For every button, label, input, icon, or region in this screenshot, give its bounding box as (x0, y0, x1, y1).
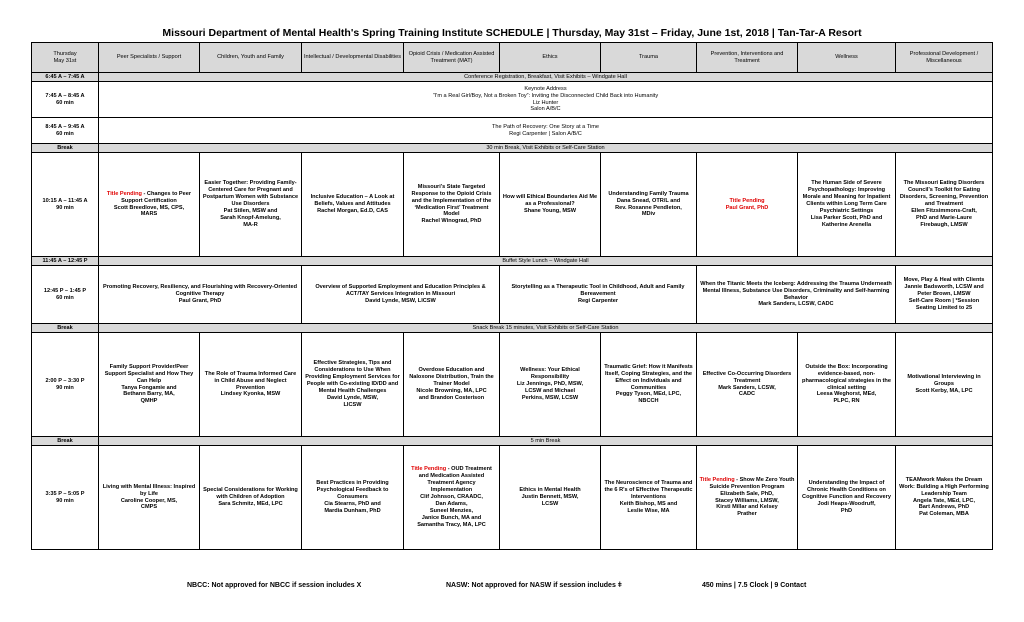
session-cell: Traumatic Grief: How it Manifests Itself, Coping Strategies, and the Effect on Individuals and Communities Peggy Tyson, MEd, LPC, NBCCH (601, 333, 697, 437)
session-cell: Missouri's State Targeted Response to the Opioid Crisis and the Implementation of the ‘Medication First’ Treatment Model Rachel Winograd, PhD (404, 153, 500, 257)
header-track: Peer Specialists / Support (99, 43, 200, 73)
time-cell: 7:45 A – 8:45 A 60 min (32, 82, 99, 118)
session-cell: Move, Play & Heal with Clients Jannie Badsworth, LCSW and Peter Brown, LMSW Self-Care Room | *Session Seating Limited to 25 (896, 266, 993, 324)
session-row (32, 153, 993, 257)
nbcc-note: NBCC: Not approved for NBCC if session includes X (187, 582, 362, 589)
session-cell: Easier Together: Providing Family-Centered Care for Pregnant and Postpartum Women with Substance Use Disorders Pat Stilen, MSW and Sarah Knopf-Amelung, MA-R (200, 153, 302, 257)
title-pending-label: Title Pending (411, 466, 447, 473)
session-cell: The Missouri Eating Disorders Council's Toolkit for Eating Disorders, Screening, Prevention and Treatment Ellen Fitzsimmons-Craft, PhD and Marie-Laure Firebaugh, LMSW (896, 153, 993, 257)
session-cell: TEAMwork Makes the Dream Work: Building a High Performing Leadership Team Angela Tate, MEd, LPC, Bart Andrews, PhD Pat Coleman, MBA (896, 446, 993, 550)
header-day: Thursday May 31st (32, 43, 99, 73)
break-label: Break (32, 144, 99, 153)
header-track: Children, Youth and Family (200, 43, 302, 73)
break-label: Break (32, 437, 99, 446)
session-cell: The Human Side of Severe Psychopathology: Improving Morale and Meaning for Inpatient Clients within Long Term Care Psychiatric Settings Lisa Parker Scott, PhD and Katherine Arenella (798, 153, 896, 257)
session-cell: Best Practices in Providing Psychological Feedback to Consumers Cia Stearns, PhD and Mardia Dunham, PhD (302, 446, 404, 550)
header-track: Ethics (500, 43, 601, 73)
schedule-table (31, 42, 993, 550)
time-cell: 10:15 A – 11:45 A 90 min (32, 153, 99, 257)
header-track: Wellness (798, 43, 896, 73)
registration-text: Conference Registration, Breakfast, Visit Exhibits – Windgate Hall (99, 73, 993, 82)
header-row (32, 43, 993, 73)
session-cell: Promoting Recovery, Resiliency, and Flourishing with Recovery-Oriented Cognitive Therapy Paul Grant, PhD (99, 266, 302, 324)
session-cell: Understanding the Impact of Chronic Health Conditions on Cognitive Function and Recovery Jodi Heaps-Woodruff, PhD (798, 446, 896, 550)
session-cell: Understanding Family Trauma Dana Snead, OTR/L and Rev. Roxanne Pendleton, MDiv (601, 153, 697, 257)
nasw-note: NASW: Not approved for NASW if session includes ǂ (446, 582, 622, 589)
session-cell: Overview of Supported Employment and Education Principles & ACT/TAY Services Integration in Missouri David Lynde, MSW, LICSW (302, 266, 500, 324)
lunch-row (32, 257, 993, 266)
header-track: Intellectual / Developmental Disabilities (302, 43, 404, 73)
keynote-row (32, 82, 993, 118)
header-track: Prevention, Interventions and Treatment (697, 43, 798, 73)
session-cell: Effective Strategies, Tips and Considerations to Use When Providing Employment Services for People with Co-existing ID/DD and Mental Health Challenges David Lynde, MSW, LICSW (302, 333, 404, 437)
session-cell: Outside the Box: Incorporating evidence-based, non-pharmacological strategies in the clinical setting Leesa Weghorst, MEd, PLPC, RN (798, 333, 896, 437)
session-cell: Effective Co-Occurring Disorders Treatment Mark Sanders, LCSW, CADC (697, 333, 798, 437)
break-row (32, 144, 993, 153)
plenary-row (32, 118, 993, 144)
registration-row (32, 73, 993, 82)
session-row (32, 333, 993, 437)
session-cell: Title Pending Paul Grant, PhD (697, 153, 798, 257)
session-cell: Overdose Education and Naloxone Distribution, Train the Trainer Model Nicole Browning, MA, LPC and Brandon Costerison (404, 333, 500, 437)
time-cell: 2:00 P – 3:30 P 90 min (32, 333, 99, 437)
session-cell: Wellness: Your Ethical Responsibility Liz Jennings, PhD, MSW, LCSW and Michael Perkins, MSW, LCSW (500, 333, 601, 437)
title-pending-label: Title Pending (699, 476, 735, 483)
session-cell: Special Considerations for Working with Children of Adoption Sara Schmitz, MEd, LPC (200, 446, 302, 550)
header-track: Trauma (601, 43, 697, 73)
session-row (32, 266, 993, 324)
break-text: 5 min Break (99, 437, 993, 446)
break-text: 30 min Break, Visit Exhibits or Self-Care Station (99, 144, 993, 153)
session-cell: Title Pending - Changes to Peer Support Certification Scott Breedlove, MS, CPS, MARS (99, 153, 200, 257)
header-track: Opioid Crisis / Medication Assisted Treatment (MAT) (404, 43, 500, 73)
session-cell: The Neuroscience of Trauma and the 6 R's of Effective Therapeutic Interventions Keith Bishop, MS and Leslie Wise, MA (601, 446, 697, 550)
plenary-cell: The Path of Recovery: One Story at a Time Regi Carpenter | Salon A/B/C (99, 118, 993, 144)
session-cell: Inclusive Education – A Look at Beliefs, Values and Attitudes Rachel Morgan, Ed.D, CAS (302, 153, 404, 257)
session-cell: Motivational Interviewing in Groups Scott Kerby, MA, LPC (896, 333, 993, 437)
session-cell: Family Support Provider/Peer Support Specialist and How They Can Help Tanya Fongamie and Bethann Barry, MA, QMHP (99, 333, 200, 437)
session-cell: When the Titanic Meets the Iceberg: Addressing the Trauma Underneath Mental Illness, Substance Use Disorders, Criminality and Self-harming Behavior Mark Sanders, LCSW, CADC (697, 266, 896, 324)
session-cell: Storytelling as a Therapeutic Tool in Childhood, Adult and Family Bereavement Regi Carpenter (500, 266, 697, 324)
title-pending-label: Title Pending (729, 197, 765, 204)
session-cell: The Role of Trauma Informed Care in Child Abuse and Neglect Prevention Lindsey Kyonka, MSW (200, 333, 302, 437)
totals-note: 450 mins | 7.5 Clock | 9 Contact (702, 582, 807, 589)
session-row (32, 446, 993, 550)
break-row (32, 437, 993, 446)
session-cell: Living with Mental Illness: Inspired by Life Caroline Cooper, MS, CMPS (99, 446, 200, 550)
time-cell: 12:45 P – 1:45 P 60 min (32, 266, 99, 324)
page-title: Missouri Department of Mental Health's Spring Training Institute SCHEDULE | Thursday, May 31st – Friday, June 1st, 2018 | Tan-Tar-A Resort (162, 27, 862, 39)
time-cell: 3:35 P – 5:05 P 90 min (32, 446, 99, 550)
session-cell: Title Pending - OUD Treatment and Medication Assisted Treatment Agency Implementation Clif Johnson, CRAADC, Dan Adams, Suneel Menzies, Janice Bunch, MA and Samantha Tracy, MA, LPC (404, 446, 500, 550)
session-cell: Title Pending - Show Me Zero Youth Suicide Prevention Program Elizabeth Sale, PhD, Stacey Williams, LMSW, Kirsti Millar and Kelsey Prather (697, 446, 798, 550)
title-pending-label: Title Pending (106, 190, 142, 197)
session-cell: How will Ethical Boundaries Aid Me as a Professional? Shane Young, MSW (500, 153, 601, 257)
session-cell: Ethics in Mental Health Justin Bennett, MSW, LCSW (500, 446, 601, 550)
break-row (32, 324, 993, 333)
time-cell: 6:45 A – 7:45 A (32, 73, 99, 82)
break-label: Break (32, 324, 99, 333)
time-cell: 8:45 A – 9:45 A 60 min (32, 118, 99, 144)
time-cell: 11:45 A – 12:45 P (32, 257, 99, 266)
header-track: Professional Development / Miscellaneous (896, 43, 993, 73)
lunch-text: Buffet Style Lunch – Windgate Hall (99, 257, 993, 266)
break-text: Snack Break 15 minutes, Visit Exhibits or Self-Care Station (99, 324, 993, 333)
keynote-cell: Keynote Address “I'm a Real Girl/Boy, Not a Broken Toy”: Inviting the Disconnected Child Back into Humanity Liz Hunter Salon A/B/C (99, 82, 993, 118)
